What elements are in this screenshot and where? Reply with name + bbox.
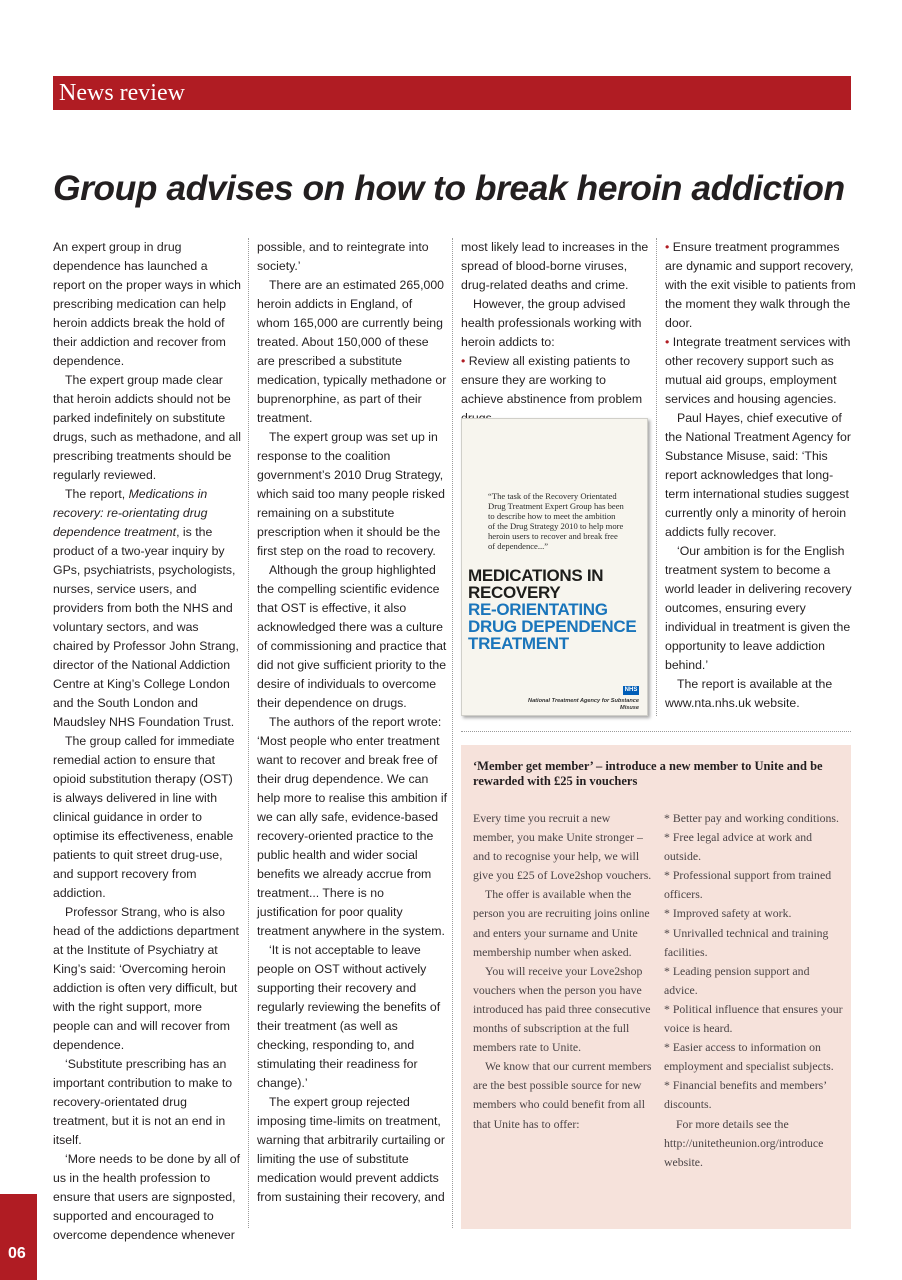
text-span: , is the product of a two-year inquiry by GPs, psychiatrists, psychologists, nurses, service users, and providers from both the NHS and voluntary sectors, and was chaired by Professor John Strang, director of the National Addiction Centre at King’s College London and the South London and Maudsley NHS Foundation Trust. xyxy=(53,525,239,729)
report-cover-image xyxy=(461,418,648,716)
bullet-text: Integrate treatment services with other recovery support such as mutual aid groups, employment services and housing agencies. xyxy=(665,335,851,406)
bullet-item xyxy=(665,238,857,333)
benefit-item: * Political influence that ensures your voice is heard. xyxy=(664,1001,843,1036)
cover-subtitle-line: TREATMENT xyxy=(468,634,569,653)
column-divider xyxy=(656,238,657,716)
text-span: The report, xyxy=(65,487,129,501)
paragraph: Every time you recruit a new member, you make Unite stronger – and to recognise your help, we will give you £25 of Love2shop vouchers. xyxy=(473,811,652,883)
bullet-icon: • xyxy=(665,240,670,254)
cover-agency: National Treatment Agency for Substance Misuse xyxy=(528,698,639,711)
bullet-text: Ensure treatment programmes are dynamic and support recovery, with the exit visible to patients from the moment they walk through the door. xyxy=(665,240,856,330)
cover-title-line: MEDICATIONS IN xyxy=(468,566,604,585)
benefit-item: * Unrivalled technical and training facilities. xyxy=(664,925,829,959)
page-number: 06 xyxy=(8,1245,26,1262)
column-divider xyxy=(452,238,453,1228)
paragraph: The offer is available when the person you are recruiting joins online and enters your surname and Unite membership number when asked. xyxy=(473,887,650,959)
benefit-item: * Professional support from trained officers. xyxy=(664,868,832,902)
article-column-1 xyxy=(53,238,241,1245)
section-header xyxy=(53,76,851,110)
paragraph: There are an estimated 265,000 heroin addicts in England, of whom 165,000 are currently being treated. About 150,000 of these are prescribed a substitute medication, typically methadone or buprenorphine, as part of their treatment. xyxy=(257,278,447,425)
paragraph: The authors of the report wrote: ‘Most people who enter treatment want to recover and break free of their drug dependence. We can help more to realise this ambition if we can ally safe, evidence-based recovery-oriented practice to the public health and wider social benefits we already accrue from treatment... There is no justification for poor quality treatment anywhere in the system. xyxy=(257,715,448,938)
bullet-item xyxy=(665,333,857,409)
paragraph: An expert group in drug dependence has launched a report on the proper ways in which prescribing medication can help heroin addicts break the hold of their addiction and recover from dependence. xyxy=(53,240,241,368)
cover-title-line: RECOVERY xyxy=(468,583,561,602)
paragraph: ‘More needs to be done by all of us in the health profession to ensure that users are signposted, supported and encouraged to overcome dependence whenever xyxy=(53,1152,241,1242)
promo-heading: ‘Member get member’ – introduce a new member to Unite and be rewarded with £25 in vouchers xyxy=(473,759,823,788)
paragraph: ‘It is not acceptable to leave people on OST without actively supporting their recovery and regularly reviewing the benefits of their treatment (as well as checking, responding to, and stimulating their readiness for change).’ xyxy=(257,943,441,1090)
paragraph: ‘Substitute prescribing has an important contribution to make to recovery-orientated drug treatment, but it is not an end in itself. xyxy=(53,1057,233,1147)
paragraph: most likely lead to increases in the spread of blood-borne viruses, drug-related deaths and crime. xyxy=(461,240,649,292)
paragraph: For more details see the http://unitetheunion.org/introduce website. xyxy=(664,1116,824,1169)
paragraph: However, the group advised health professionals working with heroin addicts to: xyxy=(461,297,642,349)
paragraph xyxy=(53,485,241,732)
nhs-logo: NHS xyxy=(624,687,638,693)
article-column-3 xyxy=(461,238,651,428)
cover-title xyxy=(468,567,648,652)
section-divider xyxy=(461,731,851,732)
promo-column-2 xyxy=(664,809,844,1172)
paragraph: Professor Strang, who is also head of the addictions department at the Institute of Psychiatry at King’s said: ‘Overcoming heroin addiction is often very difficult, but with the right support, more people can and will recover from dependence. xyxy=(53,905,239,1052)
benefit-item: * Free legal advice at work and outside. xyxy=(664,830,813,864)
benefit-item: * Easier access to information on employment and specialist subjects. xyxy=(664,1040,834,1074)
paragraph: ‘Our ambition is for the English treatment system to become a world leader in delivering recovery outcomes, ensuring every individual in treatment is given the opportunity to leave addiction behind.’ xyxy=(665,544,852,672)
bullet-icon: • xyxy=(665,335,670,349)
bullet-icon: • xyxy=(461,354,466,368)
promo-column-1 xyxy=(473,809,653,1134)
benefit-item: * Better pay and working conditions. xyxy=(664,811,839,825)
bullet-text: Review all existing patients to ensure they are working to achieve abstinence from problem xyxy=(461,354,643,406)
benefit-item: * Leading pension support and advice. xyxy=(664,963,810,997)
cover-subtitle-line: RE-ORIENTATING xyxy=(468,600,608,619)
paragraph: The report is available at the www.nta.nhs.uk website. xyxy=(665,677,833,710)
paragraph: The expert group was set up in response to the coalition government’s 2010 Drug Strategy, which said too many people risked remaining on a substitute prescription when it should be the first step on the road to recovery. xyxy=(257,430,445,558)
benefit-item: * Financial benefits and members’ discounts. xyxy=(664,1078,827,1112)
article-column-4 xyxy=(665,238,857,713)
article-column-2 xyxy=(257,238,447,1207)
bullet-item xyxy=(461,352,651,428)
promo-box xyxy=(461,745,851,1229)
paragraph: The expert group rejected imposing time-limits on treatment, warning that arbitrarily curtailing or limiting the use of substitute medication would prevent addicts from sustaining their recovery, and xyxy=(257,1095,445,1204)
paragraph: Although the group highlighted the compelling scientific evidence that OST is effective, it also acknowledged there was a culture of commissioning and practice that did not give sufficient priority to the desire of individuals to overcome their dependence on drugs. xyxy=(257,563,447,710)
column-divider xyxy=(248,238,249,1228)
paragraph: The group called for immediate remedial action to ensure that opioid substitution therapy (OST) is always delivered in line with clinical guidance in order to optimise its effectiveness, enable patients to quit street drug-use, and support recovery from addiction. xyxy=(53,734,235,900)
cover-subtitle-line: DRUG DEPENDENCE xyxy=(468,617,637,636)
paragraph: You will receive your Love2shop vouchers when the person you have introduced has paid three consecutive months of subscription at the full members rate to Unite. xyxy=(473,963,651,1055)
paragraph: We know that our current members are the best possible source for new members who could benefit from all that Unite has to offer: xyxy=(473,1059,652,1131)
paragraph: Paul Hayes, chief executive of the National Treatment Agency for Substance Misuse, said: ‘This report acknowledges that long-term international studies suggest currently only a minority of heroin addicts fully recover. xyxy=(665,411,851,539)
report-title: Medications in recovery: re-orientating drug dependence treatment xyxy=(53,487,208,539)
benefit-item: * Improved safety at work. xyxy=(664,906,792,921)
cover-quote: “The task of the Recovery Orientated Drug Treatment Expert Group has been to describe how to meet the ambition of the Drug Strategy 2010 to help more heroin users to recover and break free of dependence...” xyxy=(488,491,624,551)
page-tab xyxy=(0,1194,37,1280)
article-headline: Group advises on how to break heroin addiction xyxy=(53,168,845,208)
paragraph: The expert group made clear that heroin addicts should not be parked indefinitely on substitute drugs, such as methadone, and all prescribing treatments should be regularly reviewed. xyxy=(53,373,241,482)
section-title: News review xyxy=(59,80,185,106)
paragraph: possible, and to reintegrate into society.’ xyxy=(257,240,429,273)
